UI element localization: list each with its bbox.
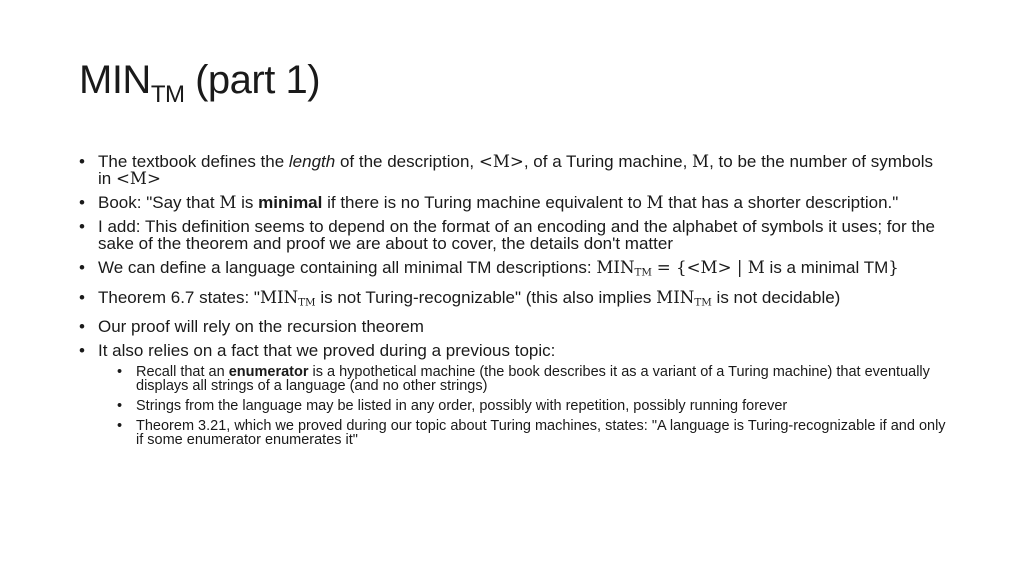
math-min-tm: $MIN_{TM}$	[656, 287, 712, 309]
title-rest: (part 1)	[184, 58, 321, 102]
math-min-tm: $MIN_{TM}$	[596, 258, 652, 279]
sub-bullet-order: • Strings from the language may be listed in any order, possibly with repetition, possibly running forever	[117, 399, 949, 413]
title-main: MIN	[79, 58, 151, 102]
sub-bullet-theorem-3-21: • Theorem 3.21, which we proved during our topic about Turing machines, states: "A language is Turing-recognizable if and only if some enumerator enumerates it"	[117, 419, 949, 447]
math-m: M	[219, 193, 237, 212]
bullet-length-definition: • The textbook defines the length of the description, <M>, of a Turing machine, M, to be the number of symbols in <M>	[79, 153, 949, 187]
sub-bullet-enumerator: • Recall that an enumerator is a hypothetical machine (the book describes it as a variant of a Turing machine) that eventually displays all strings of a language (and no other strings)	[117, 365, 949, 393]
math-desc-m: <M>	[478, 152, 524, 171]
bullet-theorem-6-7: • Theorem 6.7 states: "$MIN_{TM}$ is not Turing-recognizable" (this also implies $MIN_{TM}$ is not decidable)	[79, 289, 949, 312]
emphasis-length: length	[288, 152, 336, 171]
sub-bullet-list	[98, 365, 949, 447]
bullet-previous-fact: • It also relies on a fact that we proved during a previous topic: • Recall that an enumerator is a hypothetical machine (the book describes it as a variant of a Turing machine) that eventually displays all strings of a language (and no other strings) • Strings from the language may be listed in any order, possibly with repetition, possibly running forever • Theorem 3.21, which we proved during our topic about Turing machines, states: "A language is Turing-recognizable if and only if some enumerator enumerates it"	[79, 342, 949, 447]
bullet-minimal-definition: • Book: "Say that M is minimal if there is no Turing machine equivalent to M that has a shorter description."	[79, 194, 949, 211]
bullet-recursion-theorem: • Our proof will rely on the recursion theorem	[79, 318, 949, 335]
math-set-definition: = {<M> |	[656, 258, 748, 277]
math-desc-m: <M>	[115, 169, 161, 188]
slide-content	[79, 153, 949, 454]
math-m: M	[646, 193, 664, 212]
math-set-close: }	[888, 258, 899, 277]
math-min-tm: $MIN_{TM}$	[259, 287, 316, 309]
strong-minimal: minimal	[258, 193, 323, 212]
slide-title	[79, 60, 320, 107]
math-m: M	[692, 152, 710, 171]
strong-enumerator: enumerator	[228, 364, 309, 381]
bullet-language-definition: • We can define a language containing all minimal TM descriptions: $MIN_{TM} = \{<M>$ | M is a minimal TM}	[79, 259, 949, 282]
math-m: M	[747, 258, 765, 277]
bullet-list	[79, 153, 949, 447]
bullet-encoding-note: • I add: This definition seems to depend on the format of an encoding and the alphabet of symbols it uses; for the sake of the theorem and proof we are about to cover, the details don't matter	[79, 218, 949, 252]
title-subscript: TM	[150, 81, 185, 108]
